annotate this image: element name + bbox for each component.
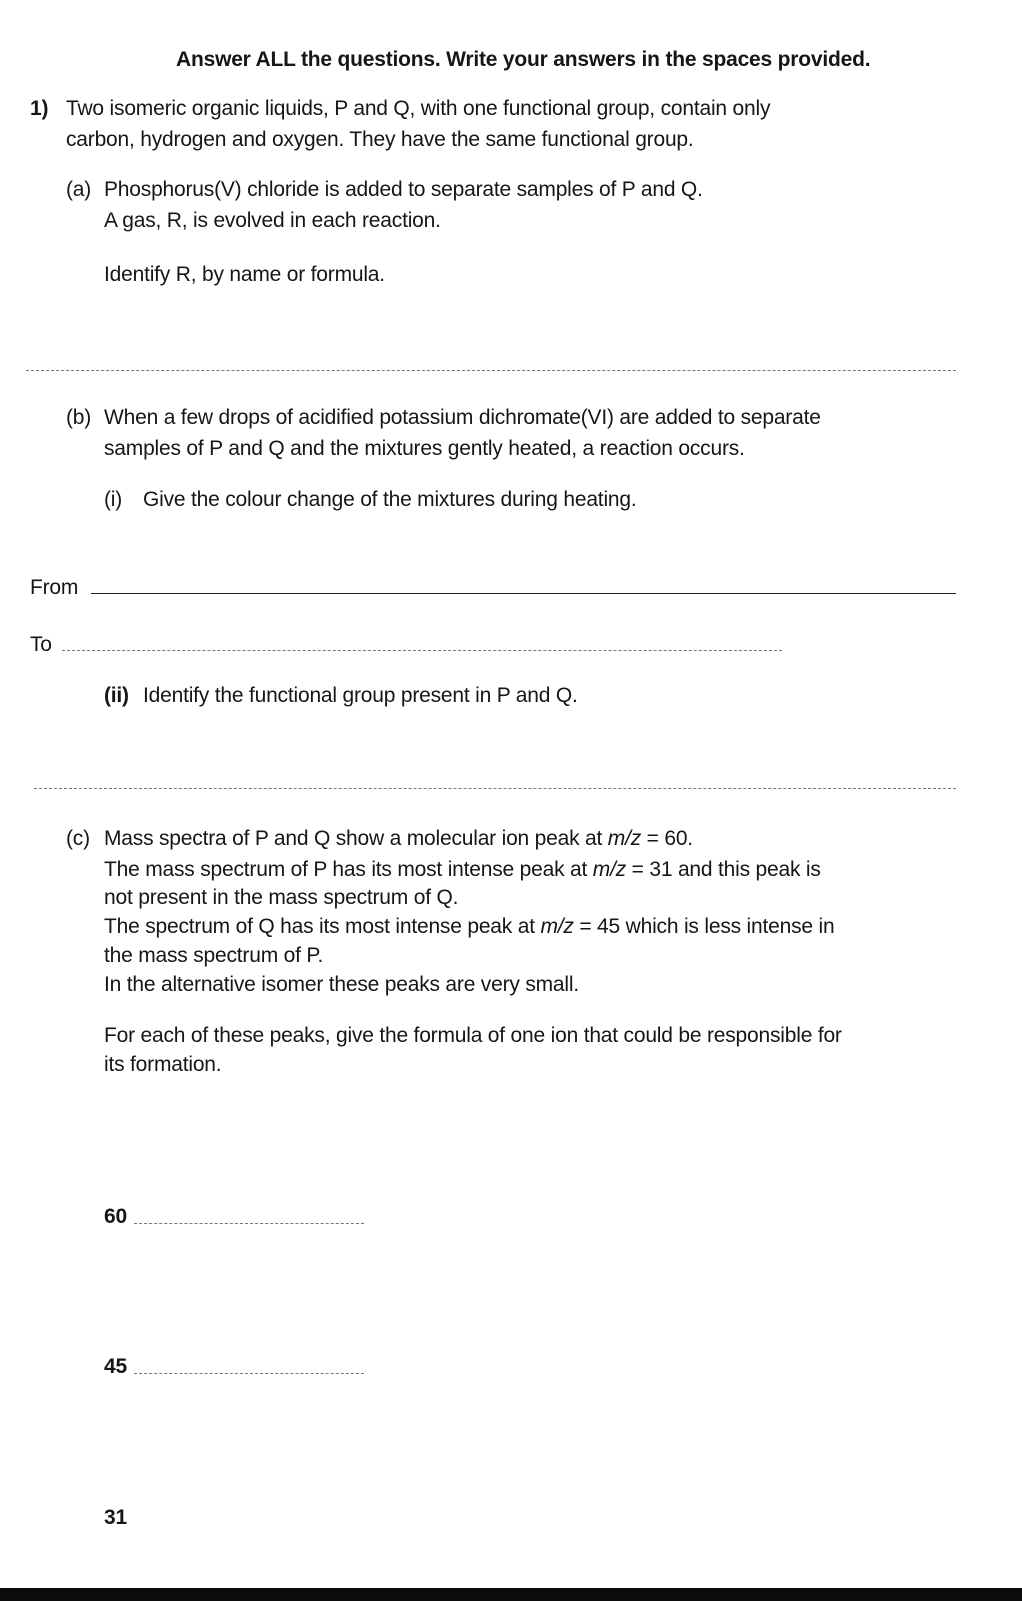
part-c-line-3: not present in the mass spectrum of Q. <box>104 886 459 909</box>
part-b-line-2: samples of P and Q and the mixtures gently heated, a reaction occurs. <box>104 437 745 460</box>
part-a-label: (a) <box>66 178 92 201</box>
peak-45-label: 45 <box>104 1355 127 1378</box>
page-bottom-edge <box>0 1588 1022 1601</box>
part-c-line-4: The spectrum of Q has its most intense peak at m/z = 45 which is less intense in <box>104 915 835 938</box>
part-b-line-1: When a few drops of acidified potassium dichromate(VI) are added to separate <box>104 406 821 429</box>
part-c-line-2: The mass spectrum of P has its most intense peak at m/z = 31 and this peak is <box>104 858 821 881</box>
to-answer-line[interactable] <box>62 650 782 651</box>
instructions-heading: Answer ALL the questions. Write your answers in the spaces provided. <box>176 48 871 71</box>
question-intro-line-2: carbon, hydrogen and oxygen. They have the same functional group. <box>66 128 694 151</box>
part-c-line-6: In the alternative isomer these peaks are very small. <box>104 973 579 996</box>
part-a-line-2: A gas, R, is evolved in each reaction. <box>104 209 441 232</box>
part-b-ii-label: (ii) <box>104 684 129 707</box>
part-c-task-line-1: For each of these peaks, give the formula of one ion that could be responsible for <box>104 1024 842 1047</box>
peak-60-answer-line[interactable] <box>134 1223 364 1224</box>
part-b-i-label: (i) <box>104 488 123 511</box>
to-label: To <box>30 633 52 656</box>
part-c-label: (c) <box>66 827 90 850</box>
peak-60-label: 60 <box>104 1205 127 1228</box>
part-a-task: Identify R, by name or formula. <box>104 263 385 286</box>
question-number: 1) <box>30 97 49 120</box>
from-answer-line[interactable] <box>91 593 956 594</box>
part-a-answer-line[interactable] <box>26 370 956 371</box>
part-c-task-line-2: its formation. <box>104 1053 222 1076</box>
part-c-line-1: Mass spectra of P and Q show a molecular ion peak at m/z = 60. <box>104 827 693 850</box>
part-b-ii-answer-line[interactable] <box>34 788 956 789</box>
peak-31-label: 31 <box>104 1506 127 1529</box>
part-c-line-5: the mass spectrum of P. <box>104 944 324 967</box>
part-b-label: (b) <box>66 406 92 429</box>
part-a-line-1: Phosphorus(V) chloride is added to separate samples of P and Q. <box>104 178 703 201</box>
part-b-i-text: Give the colour change of the mixtures during heating. <box>143 488 637 511</box>
part-b-ii-text: Identify the functional group present in P and Q. <box>143 684 578 707</box>
from-label: From <box>30 576 79 599</box>
question-intro-line-1: Two isomeric organic liquids, P and Q, with one functional group, contain only <box>66 97 771 120</box>
peak-45-answer-line[interactable] <box>134 1373 364 1374</box>
